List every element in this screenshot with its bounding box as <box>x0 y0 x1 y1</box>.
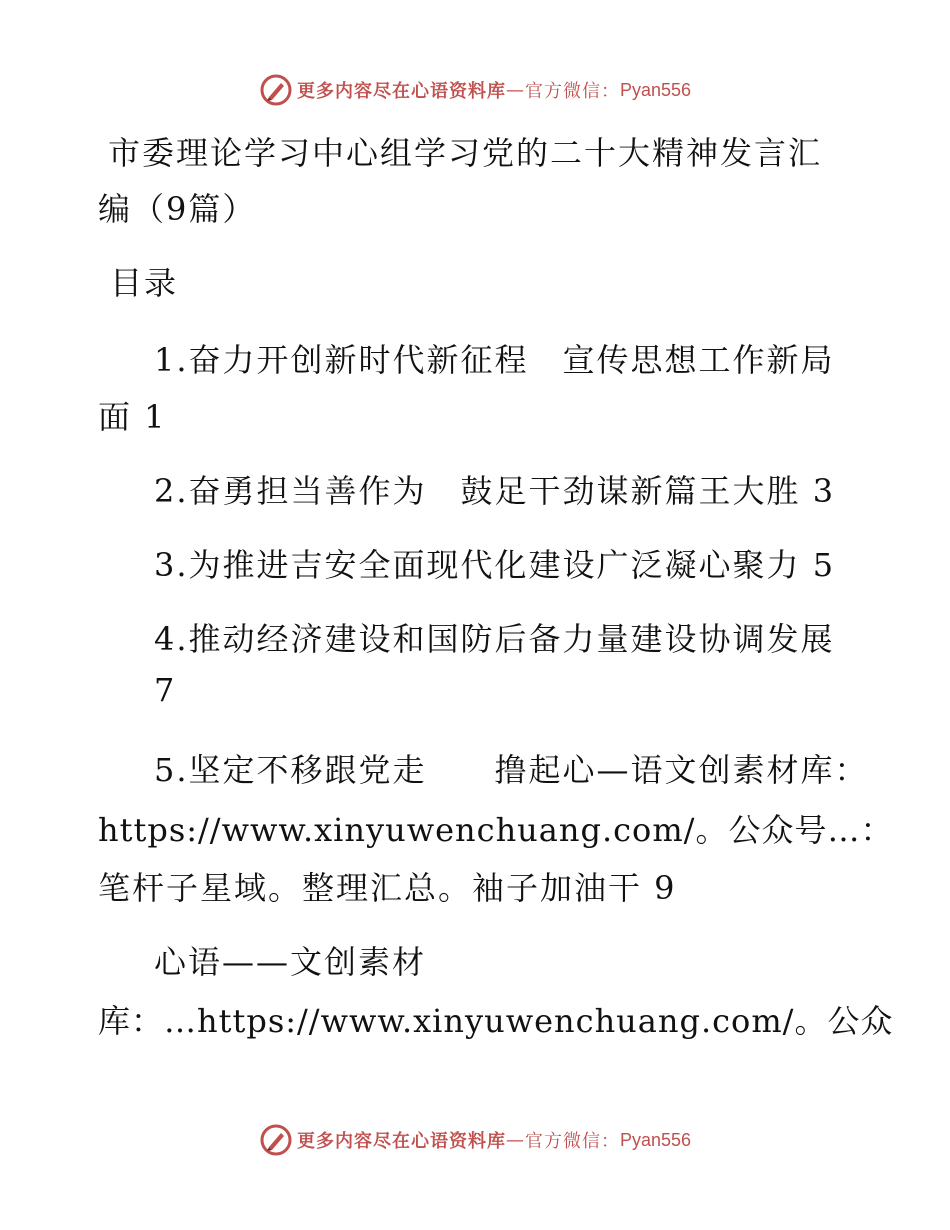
toc-item-5-line-3: 笔杆子星域。整理汇总。袖子加油干 9 <box>98 869 677 907</box>
toc-item-5-line-2: https://www.xinyuwenchuang.com/。公众号…： <box>98 811 894 849</box>
footer-watermark-banner <box>0 1120 950 1160</box>
toc-item-3: 3.为推进吉安全面现代化建设广泛凝心聚力 5 <box>154 546 836 584</box>
banner-brand-text: 更多内容尽在心语资料库 <box>296 1131 506 1152</box>
tail-line-2: 库：…https://www.xinyuwenchuang.com/。公众 <box>98 1002 894 1040</box>
banner-wechat-id: Pyan556 <box>619 1129 692 1150</box>
pen-logo-icon <box>259 73 293 107</box>
toc-heading: 目录 <box>110 264 179 302</box>
pen-logo-icon <box>259 1123 293 1157</box>
header-watermark-banner <box>0 70 950 110</box>
toc-item-4-line-2: 7 <box>154 671 177 709</box>
banner-dash: — <box>505 79 525 101</box>
toc-item-1-line-1: 1.奋力开创新时代新征程 宣传思想工作新局 <box>154 341 835 379</box>
banner-brand-text: 更多内容尽在心语资料库 <box>296 81 506 102</box>
banner-official-label: 官方微信： <box>524 81 620 102</box>
document-title-line-2: 编（9篇） <box>98 190 257 228</box>
toc-item-5-line-1: 5.坚定不移跟党走 撸起心—语文创素材库： <box>154 751 869 789</box>
toc-item-4-line-1: 4.推动经济建设和国防后备力量建设协调发展 <box>154 620 835 658</box>
banner-official-label: 官方微信： <box>524 1131 620 1152</box>
tail-line-1: 心语——文创素材 <box>154 943 427 981</box>
banner-dash: — <box>505 1129 525 1151</box>
toc-item-1-line-2: 面 1 <box>98 398 167 436</box>
banner-wechat-id: Pyan556 <box>619 79 692 100</box>
document-title-line-1: 市委理论学习中心组学习党的二十大精神发言汇 <box>108 134 823 172</box>
toc-item-2: 2.奋勇担当善作为 鼓足干劲谋新篇王大胜 3 <box>154 472 836 510</box>
